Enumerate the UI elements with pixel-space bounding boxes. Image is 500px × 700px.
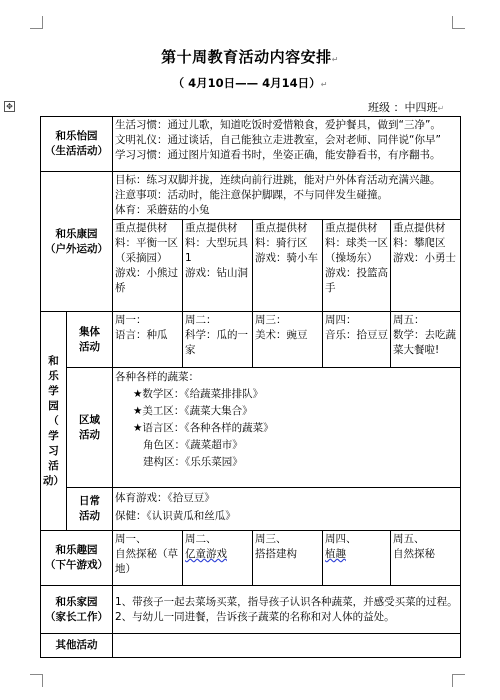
daily-item: 保健：《认识黄瓜和丝瓜》: [115, 510, 236, 522]
class-label: 班级 ：中四班↵: [368, 101, 445, 114]
home-row: [41, 586, 461, 634]
area-content[interactable]: [113, 368, 461, 488]
play-day-cell[interactable]: 周一、 自然探秘（草地）: [113, 531, 183, 586]
group-day-cell[interactable]: 周四： 音乐：拾豆豆: [323, 312, 391, 368]
group-day-cell[interactable]: 周五： 数学：去吃蔬菜大餐啦!: [391, 312, 461, 368]
other-content[interactable]: [113, 634, 461, 658]
area-item: 角色区：《蔬菜超市》: [143, 439, 243, 451]
outdoor-goal-line: 体育：采蘑菇的小兔: [115, 204, 210, 216]
outdoor-day-cell[interactable]: 重点提供材料：球类一区（操场东） 游戏：投篮高手: [323, 220, 391, 312]
play-day-cell[interactable]: 周二、 亿童游戏: [183, 531, 253, 586]
learning-area-row: [41, 368, 461, 488]
life-line: 文明礼仪：通过谈话，自己能独立走进教室，会对老师、同伴说“你早”: [115, 134, 441, 146]
other-section-name: 其他活动: [41, 634, 113, 658]
other-row: [41, 634, 461, 658]
life-section-name: 和乐怡园 （生活活动）: [41, 117, 113, 172]
daily-content[interactable]: [113, 488, 461, 531]
outdoor-day-cell[interactable]: 重点提供材料：大型玩具1 游戏：钻山洞: [183, 220, 253, 312]
area-item: ★美工区：《蔬菜大集合》: [133, 405, 253, 417]
daily-item: 体育游戏：《拾豆豆》: [115, 492, 215, 504]
learning-group-row: [41, 312, 461, 368]
play-section-name: 和乐趣园 （下午游戏）: [41, 531, 113, 586]
life-content[interactable]: [113, 117, 461, 172]
group-day-cell[interactable]: 周一： 语言：种瓜: [113, 312, 183, 368]
area-intro: 各种各样的蔬菜：: [115, 371, 199, 383]
outdoor-goal-line: 目标：练习双脚并拢，连续向前行进跳，能对户外体育活动充满兴趣。: [115, 174, 441, 186]
outdoor-goal-line: 注意事项：活动时，能注意保护脚踝，不与同伴发生碰撞。: [115, 189, 388, 201]
margin-corner-mark: [30, 16, 43, 29]
learning-section-name: 和 乐 学 园 （ 学 习 活 动）: [41, 312, 67, 531]
outdoor-day-cell[interactable]: 重点提供材料：骑行区 游戏：骑小车: [253, 220, 323, 312]
play-day-cell[interactable]: 周五、 自然探秘: [391, 531, 461, 586]
area-item: 建构区：《乐乐菜园》: [143, 456, 243, 468]
outdoor-section-name: 和乐康园 （户外运动）: [41, 172, 113, 312]
group-activity-label: 集体 活动: [67, 312, 113, 368]
life-line: 学习习惯：通过图片知道看书时，坐姿正确，能安静看书，有序翻书。: [115, 149, 441, 161]
margin-corner-mark: [452, 674, 465, 687]
area-item: ★语言区：《各种各样的蔬菜》: [133, 422, 274, 434]
home-line: 2、与幼儿一同进餐，告诉孩子蔬菜的名称和对人体的益处。: [115, 610, 395, 623]
area-activity-label: 区域 活动: [67, 368, 113, 488]
play-day-cell[interactable]: 周四、 植趣: [323, 531, 391, 586]
table-move-handle-icon[interactable]: ✥: [4, 101, 15, 112]
margin-corner-mark: [452, 16, 465, 29]
schedule-table: [40, 116, 461, 658]
outdoor-goals-row: [41, 172, 461, 220]
home-line: 1、带孩子一起去菜场买菜，指导孩子认识各种蔬菜，并感受买菜的过程。: [115, 595, 458, 608]
home-section-name: 和乐家园 （家长工作）: [41, 586, 113, 634]
life-row: [41, 117, 461, 172]
learning-daily-row: [41, 488, 461, 531]
daily-activity-label: 日常 活动: [67, 488, 113, 531]
home-content[interactable]: [113, 586, 461, 634]
outdoor-day-cell[interactable]: 重点提供材料：攀爬区 游戏：小勇士: [391, 220, 461, 312]
play-day-cell[interactable]: 周三、 搭搭建构: [253, 531, 323, 586]
group-day-cell[interactable]: 周三： 美术：豌豆: [253, 312, 323, 368]
margin-corner-mark: [30, 674, 43, 687]
life-line: 生活习惯：通过儿歌，知道吃饭时爱惜粮食，爱护餐具，做到“三净”。: [115, 119, 441, 131]
page-title: 第十周教育活动内容安排↵: [161, 48, 339, 66]
outdoor-day-cell[interactable]: 重点提供材料：平衡一区（采摘园） 游戏：小熊过桥: [113, 220, 183, 312]
group-day-cell[interactable]: 周二： 科学：瓜的一家: [183, 312, 253, 368]
play-row: [41, 531, 461, 586]
outdoor-goals[interactable]: [113, 172, 461, 220]
area-item: ★数学区：《给蔬菜排排队》: [133, 388, 264, 400]
date-range: （ 4月10日—— 4月14日）↵: [172, 76, 328, 90]
